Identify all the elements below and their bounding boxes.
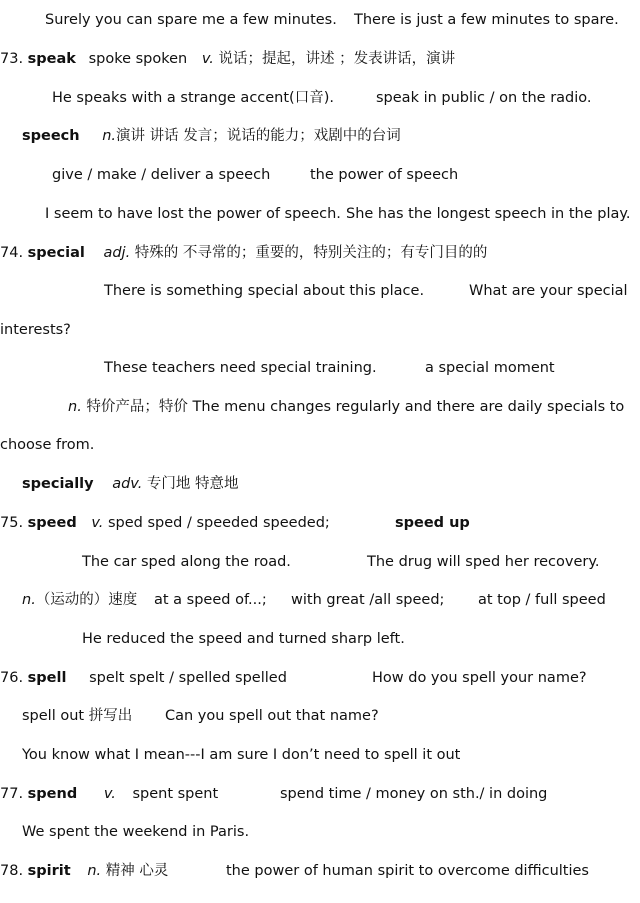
example-sentence: These teachers need special training. [104,360,377,376]
example-sentence-continuation: interests? [0,322,71,338]
part-of-speech: n. [102,128,117,144]
phrase: speed up [395,515,470,531]
verb-forms: spent spent [132,786,219,802]
example-phrase: speak in public / on the radio. [376,90,592,106]
derivative-word: specially [22,476,94,492]
entry-number: 77. [0,786,24,802]
meaning: 精神 心灵 [105,863,169,879]
entry-number: 74. [0,245,24,261]
example-phrase: a special moment [425,360,555,376]
headword: spell [27,670,67,686]
example-sentence: What are your special [469,283,628,299]
example-phrase: give / make / deliver a speech [52,167,271,183]
headword: spend [27,786,78,802]
meaning: 演讲 讲话 发言；说话的能力；戏剧中的台词 [116,128,401,144]
derivative-speech [22,126,401,146]
example-phrase: the power of speech [310,167,459,183]
meaning: （运动的）速度 [35,592,138,608]
entry-number: 75. [0,515,24,531]
example-sentence: I seem to have lost the power of speech. [45,206,341,222]
noun-sense [22,590,137,610]
entry-number: 73. [0,51,24,67]
example-sentence: The car sped along the road. [82,554,291,570]
headword: special [27,245,85,261]
part-of-speech: v. [91,515,104,531]
example-sentence-continuation: choose from. [0,437,95,453]
example-sentence: Surely you can spare me a few minutes. [45,12,337,28]
example-sentence: How do you spell your name? [372,670,587,686]
example-sentence: He speaks with a strange accent(口音). [52,90,334,106]
entry-74-header [0,243,487,263]
verb-forms: sped sped / speeded speeded; [107,515,330,531]
entry-number: 76. [0,670,24,686]
example-sentence: He reduced the speed and turned sharp left. [82,631,405,647]
example-sentence: There is something special about this place. [104,283,425,299]
example-sentence: You know what I mean---I am sure I don’t need to spell it out [22,747,461,763]
meaning: 说话；提起，讲述 ；发表讲话，演讲 [218,51,456,67]
part-of-speech: adj. [103,245,131,261]
example-sentence: The drug will sped her recovery. [367,554,600,570]
headword: spirit [27,863,71,879]
verb-forms: spelt spelt / spelled spelled [89,670,287,686]
example-sentence: We spent the weekend in Paris. [22,824,250,840]
verb-forms: spoke spoken [88,51,188,67]
phrase: at top / full speed [478,592,606,608]
example-sentence: Can you spell out that name? [165,708,379,724]
example-phrase: the power of human spirit to overcome difficulties [226,863,589,879]
phrase: at a speed of...; [154,592,267,608]
part-of-speech: n. [68,399,82,415]
meaning: 特价产品；特价 [86,399,188,415]
example-sentence: There is just a few minutes to spare. [354,12,619,28]
part-of-speech: v. [201,51,214,67]
phrase: spell out 拼写出 [22,708,133,724]
part-of-speech: v. [103,786,116,802]
headword: speak [27,51,76,67]
entry-75-header [0,513,330,533]
entry-number: 78. [0,863,24,879]
meaning: 特殊的 不寻常的；重要的，特别关注的；有专门目的的 [134,245,488,261]
part-of-speech: n. [22,592,36,608]
phrase: with great /all speed; [291,592,445,608]
example-sentence: The menu changes regularly and there are daily specials to [192,399,625,415]
noun-sense [68,397,640,417]
entry-77-header [0,784,218,804]
example-sentence: She has the longest speech in the play. [346,206,631,222]
headword: speed [27,515,77,531]
phrase: spend time / money on sth./ in doing [280,786,548,802]
part-of-speech: n. [87,863,102,879]
entry-76-header [0,668,287,688]
entry-73-header [0,49,455,69]
meaning: 专门地 特意地 [146,476,239,492]
entry-78-header [0,861,168,881]
part-of-speech: adv. [112,476,143,492]
derivative-specially [22,474,239,494]
derivative-word: speech [22,128,80,144]
